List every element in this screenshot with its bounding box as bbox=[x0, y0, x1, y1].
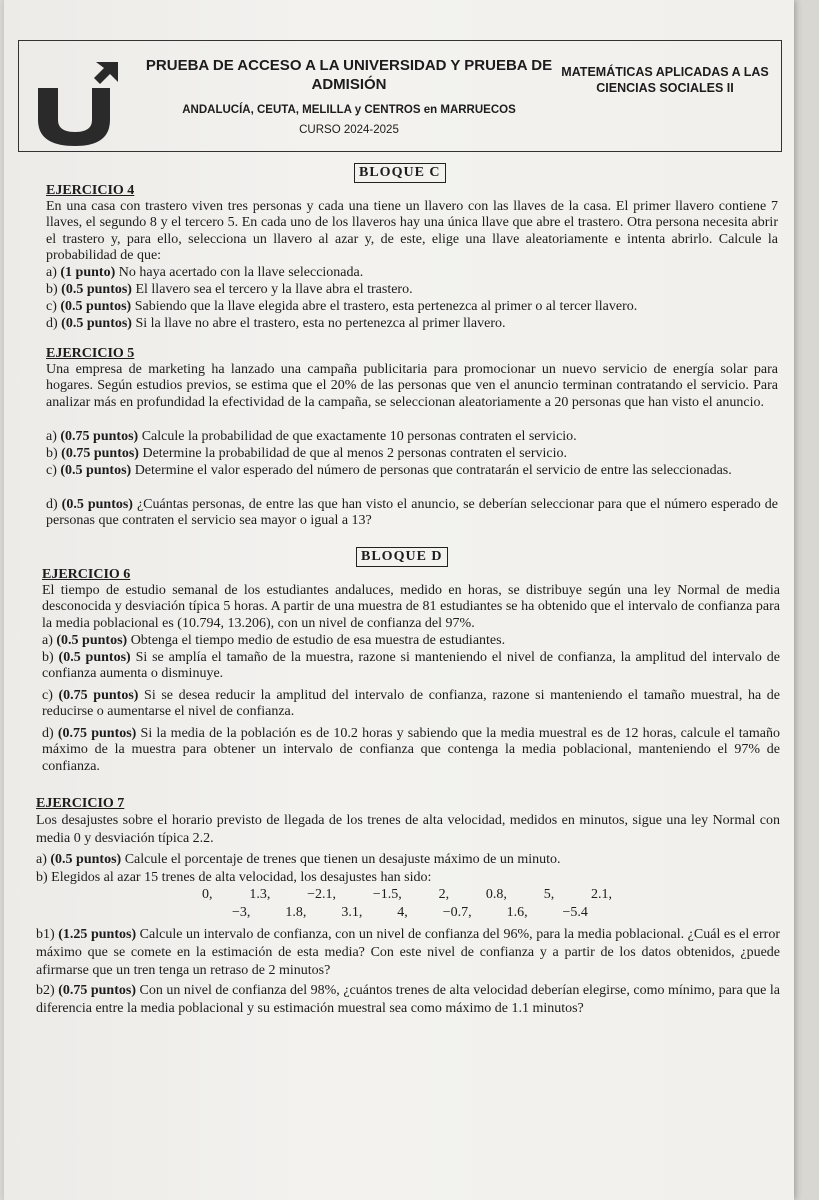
ejercicio-4-a: a) (1 punto) No haya acertado con la llave seleccionada. bbox=[46, 265, 364, 280]
ejercicio-7-b: b) Elegidos al azar 15 trenes de alta velocidad, los desajustes han sido: bbox=[36, 870, 432, 885]
data-value: 1.8, bbox=[285, 905, 307, 920]
data-value: 3.1, bbox=[341, 905, 363, 920]
data-value: 0, bbox=[202, 887, 213, 902]
data-value: −5.4 bbox=[562, 905, 588, 920]
ejercicio-6-d: d) (0.75 puntos) Si la media de la población es de 10.2 horas y sabiendo que la media muestral es de 12 horas, calcule el tamaño máximo de la muestra para obtener un intervalo de confianza que contenga la media poblacional, manteniendo el 97% de confianza. bbox=[42, 726, 780, 774]
ejercicio-4-d: d) (0.5 puntos) Si la llave no abre el trastero, esta no pertenezca al primer llavero. bbox=[46, 316, 506, 331]
university-logo-icon bbox=[30, 58, 120, 148]
exam-title: PRUEBA DE ACCESO A LA UNIVERSIDAD Y PRUEBA DE ADMISIÓN bbox=[145, 57, 553, 93]
data-value: 4, bbox=[397, 905, 408, 920]
ejercicio-4-b: b) (0.5 puntos) El llavero sea el tercero y la llave abra el trastero. bbox=[46, 282, 413, 297]
bloque-c-heading: BLOQUE C bbox=[354, 163, 446, 183]
ejercicio-5-c: c) (0.5 puntos) Determine el valor esperado del número de personas que contratarán el servicio de entre las seleccionadas. bbox=[46, 463, 732, 478]
ejercicio-6-title: EJERCICIO 6 bbox=[42, 567, 131, 582]
data-value: 2.1, bbox=[591, 887, 612, 902]
data-value: 1.3, bbox=[249, 887, 271, 902]
data-value: −1.5, bbox=[372, 887, 402, 902]
ejercicio-6-c: c) (0.75 puntos) Si se desea reducir la amplitud del intervalo de confianza, razone si manteniendo el tamaño muestral, ha de reducirse o aumentarse el nivel de confianza. bbox=[42, 688, 780, 720]
ejercicio-7-b1: b1) (1.25 puntos) Calcule un intervalo de confianza, con un nivel de confianza del 96%, para la media poblacional. ¿Cuál es el error máximo que se comete en la estimación de esta media? Con este nivel de confianza y a partir de los datos obtenidos, ¿puede afirmarse que un tren tenga un retraso de 2 minutos? bbox=[36, 927, 780, 978]
data-value: −0.7, bbox=[442, 905, 472, 920]
ejercicio-7-b2: b2) (0.75 puntos) Con un nivel de confianza del 98%, ¿cuántos trenes de alta velocidad deberían elegirse, como mínimo, para que la diferencia entre la media poblacional y su estimación muestral sea como máximo de 1.1 minutos? bbox=[36, 983, 781, 1016]
ejercicio-7-a: a) (0.5 puntos) Calcule el porcentaje de trenes que tienen un desajuste máximo de un minuto. bbox=[36, 852, 561, 867]
exam-course: CURSO 2024-2025 bbox=[299, 124, 399, 136]
data-value: 1.6, bbox=[506, 905, 528, 920]
data-value: −2.1, bbox=[307, 887, 337, 902]
data-value: 0.8, bbox=[485, 887, 507, 902]
ejercicio-7-statement: Los desajustes sobre el horario previsto de llegada de los trenes de alta velocidad, medidos en minutos, sigue una ley Normal con media 0 y desviación típica 2.2. bbox=[36, 813, 780, 846]
data-value: 5, bbox=[543, 887, 555, 902]
ejercicio-6-b: b) (0.5 puntos) Si se amplía el tamaño de la muestra, razone si manteniendo el nivel de confianza, la amplitud del intervalo de confianza aumenta o disminuye. bbox=[42, 650, 780, 682]
data-value: −3, bbox=[232, 905, 251, 920]
ejercicio-5-a: a) (0.75 puntos) Calcule la probabilidad de que exactamente 10 personas contraten el servicio. bbox=[46, 429, 577, 444]
bloque-d-heading: BLOQUE D bbox=[356, 547, 448, 567]
ejercicio-4-c: c) (0.5 puntos) Sabiendo que la llave elegida abre el trastero, esta pertenezca al primer o al tercer llavero. bbox=[46, 299, 638, 314]
exam-region: ANDALUCÍA, CEUTA, MELILLA y CENTROS en MARRUECOS bbox=[182, 104, 516, 116]
data-row-1 bbox=[202, 887, 612, 903]
ejercicio-6-statement: El tiempo de estudio semanal de los estudiantes andaluces, medido en horas, se distribuye según una ley Normal de media desconocida y desviación típica 5 horas. A partir de una muestra de 81 estudiantes se ha obtenido que el intervalo de confianza para la media poblacional es (10.794, 13.206), con un nivel de confianza del 97%. bbox=[42, 583, 780, 631]
exam-subject: MATEMÁTICAS APLICADAS A LAS CIENCIAS SOCIALES II bbox=[561, 65, 769, 95]
data-value: 2, bbox=[438, 887, 450, 902]
data-row-2 bbox=[232, 905, 588, 921]
ejercicio-5-b: b) (0.75 puntos) Determine la probabilidad de que al menos 2 personas contraten el servicio. bbox=[46, 446, 567, 461]
ejercicio-5-statement: Una empresa de marketing ha lanzado una campaña publicitaria para promocionar un nuevo servicio de energía solar para hogares. Según estudios previos, se estima que el 20% de las personas que ven el anuncio terminan contratando el servicio. Para analizar más en profundidad la efectividad de la campaña, se seleccionan aleatoriamente a 20 personas que han visto el anuncio. bbox=[46, 362, 778, 410]
ejercicio-5-title: EJERCICIO 5 bbox=[46, 346, 135, 361]
exam-page bbox=[4, 0, 794, 1200]
ejercicio-4-statement: En una casa con trastero viven tres personas y cada una tiene un llavero con las llaves de la casa. El primer llavero contiene 7 llaves, el segundo 8 y el tercero 5. En cada uno de los llaveros hay una única llave que abre el trastero. Otra persona necesita abrir el trastero y, para ello, selecciona un llavero al azar y, de este, elige una llave aleatoriamente e intenta abrirlo. Calcule la probabilidad de que: bbox=[46, 199, 778, 263]
ejercicio-5-d: d) (0.5 puntos) ¿Cuántas personas, de entre las que han visto el anuncio, se deberían seleccionar para que el número esperado de personas que contraten el servicio sea mayor o igual a 13? bbox=[46, 497, 779, 529]
ejercicio-6-a: a) (0.5 puntos) Obtenga el tiempo medio de estudio de esa muestra de estudiantes. bbox=[42, 633, 506, 648]
ejercicio-4-title: EJERCICIO 4 bbox=[46, 183, 135, 198]
ejercicio-7-title: EJERCICIO 7 bbox=[36, 796, 125, 811]
